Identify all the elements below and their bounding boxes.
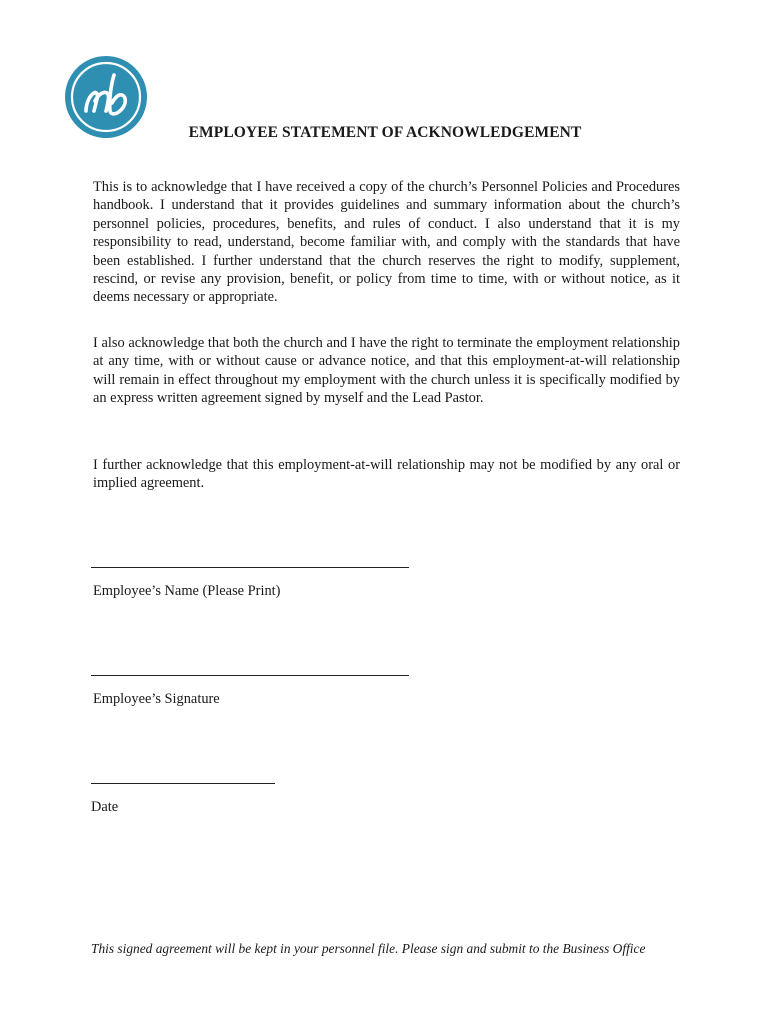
- employee-signature-line[interactable]: [91, 675, 409, 676]
- footer-note: This signed agreement will be kept in your personnel file. Please sign and submit to the Business Office: [91, 941, 646, 956]
- employee-name-line[interactable]: [91, 567, 409, 568]
- employee-signature-label: Employee’s Signature: [93, 691, 220, 707]
- acknowledgement-paragraph-1: This is to acknowledge that I have received a copy of the church’s Personnel Policies and Procedures handbook. I understand that it provides guidelines and summary information about the church’s personnel policies, procedures, benefits, and rules of conduct. I also understand that it is my responsibility to read, understand, become familiar with, and comply with the standards that have been established. I further understand that the church reserves the right to modify, supplement, rescind, or revise any provision, benefit, or policy from time to time, with or without notice, as it deems necessary or appropriate.: [93, 179, 680, 306]
- acknowledgement-paragraph-3: I further acknowledge that this employment-at-will relationship may not be modified by any oral or implied agreement.: [93, 457, 680, 492]
- date-label: Date: [91, 799, 119, 815]
- acknowledgement-paragraph-2: I also acknowledge that both the church and I have the right to terminate the employment relationship at any time, with or without cause or advance notice, and that this employment-at-will relationship will remain in effect throughout my employment with the church unless it is specifically modified by an express written agreement signed by myself and the Lead Pastor.: [93, 335, 680, 407]
- document-title: EMPLOYEE STATEMENT OF ACKNOWLEDGEMENT: [188, 124, 582, 141]
- employee-name-label: Employee’s Name (Please Print): [93, 583, 281, 599]
- date-line[interactable]: [91, 783, 275, 784]
